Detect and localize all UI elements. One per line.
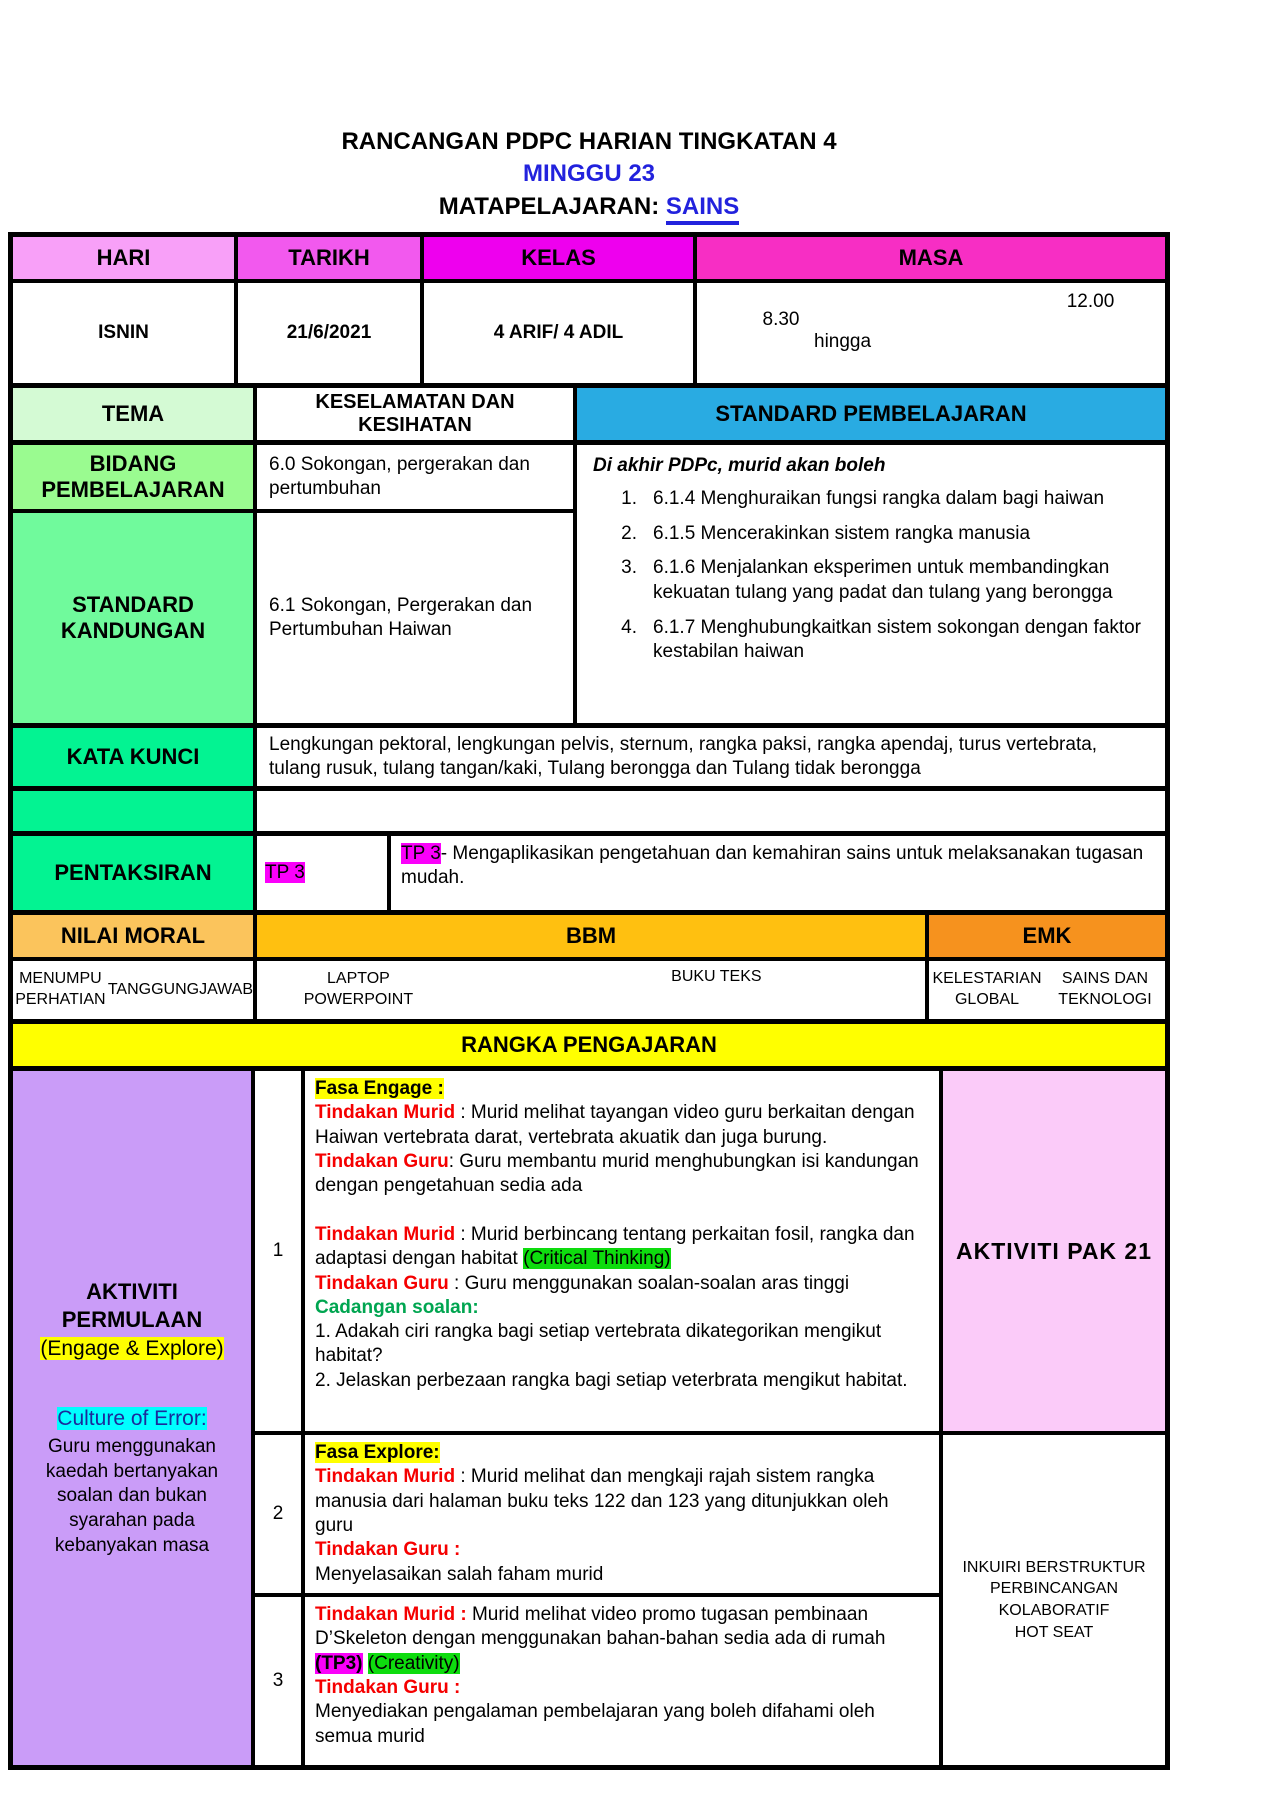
- document-title-block: [8, 126, 1170, 223]
- tema-section: [13, 388, 1165, 440]
- bbm-right-value: BUKU TEKS: [671, 968, 762, 985]
- aktiviti-title-line1: AKTIVITI: [86, 1278, 178, 1304]
- row3-number-cell: 3: [255, 1597, 301, 1765]
- bidang-label-cell: BIDANG PEMBELAJARAN: [13, 445, 253, 509]
- time-separator: hingga: [814, 331, 872, 352]
- document-title: RANCANGAN PDPC HARIAN TINGKATAN 4: [341, 128, 837, 155]
- culture-of-error-label: Culture of Error:: [57, 1406, 207, 1430]
- aktiviti-permulaan-cell: [13, 1071, 251, 1765]
- row2-content-cell: Fasa Explore: Tindakan Murid : Murid melihat dan mengkaji rajah sistem rangka manusia dari halaman buku teks 122 dan 123 yang ditunjukkan oleh guru Tindakan Guru : Menyelasaikan salah faham murid: [305, 1435, 939, 1593]
- activities-section: [13, 1071, 1165, 1765]
- tarikh-header-cell: TARIKH: [238, 237, 420, 279]
- time-end: 12.00: [1066, 291, 1115, 312]
- spacer-left-cell: [13, 791, 253, 831]
- row3-content-cell: Tindakan Murid : Murid melihat video promo tugasan pembinaan D’Skeleton dengan menggunakan bahan-bahan sedia ada di rumah (TP3) (Creativity) Tindakan Guru : Menyediakan pengalaman pembelajaran yang boleh difahami oleh semua murid: [305, 1597, 939, 1765]
- week-subtitle: MINGGU 23: [522, 160, 656, 188]
- info-section: [13, 237, 1165, 383]
- kelas-header-cell: KELAS: [424, 237, 693, 279]
- hari-header-cell: HARI: [13, 237, 234, 279]
- aktiviti-title-line2: PERMULAAN: [61, 1307, 203, 1333]
- emk-value-cell: KELESTARIAN GLOBAL SAINS DAN TEKNOLOGI: [929, 961, 1165, 1019]
- bbm-value-cell: [257, 961, 925, 1019]
- resources-section: [13, 915, 1165, 1019]
- learning-standards-list: 1. 6.1.4 Menghuraikan fungsi rangka dalam bagi haiwan 2. 6.1.5 Mencerakinkan sistem rangka manusia 3. 6.1.6 Menjalankan eksperimen untuk membandingkan kekuatan tulang yang padat dan tulang yang berongga 4. 6.1.7 Menghubungkaitkan sistem sokongan dengan faktor kestabilan haiwan: [621, 488, 1141, 663]
- subject-label: MATAPELAJARAN:: [438, 192, 666, 220]
- kata-kunci-label-cell: KATA KUNCI: [13, 728, 253, 786]
- rangka-section: [13, 1024, 1165, 1066]
- nilai-moral-value-cell: MENUMPU PERHATIAN TANGGUNGJAWAB: [13, 961, 253, 1019]
- subject-line: [8, 191, 1170, 223]
- aktiviti-note: Guru menggunakan kaedah bertanyakan soalan dan bukan syarahan pada kebanyakan masa: [45, 1435, 219, 1556]
- nilai-moral-header-cell: NILAI MORAL: [13, 915, 253, 957]
- tp-badge-cell: TP 3: [257, 836, 387, 910]
- masa-header-cell: MASA: [697, 237, 1165, 279]
- time-start: 8.30: [762, 309, 800, 330]
- kandungan-label-cell: STANDARD KANDUNGAN: [13, 513, 253, 723]
- bbm-header-cell: BBM: [257, 915, 925, 957]
- rangka-banner-cell: RANGKA PENGAJARAN: [13, 1024, 1165, 1066]
- time-value-cell: [697, 283, 1165, 383]
- learning-standards-cell: [577, 445, 1165, 723]
- bbm-left-value: LAPTOP POWERPOINT: [303, 970, 414, 1008]
- tp-description-cell: TP 3- Mengaplikasikan pengetahuan dan kemahiran sains untuk melaksanakan tugasan mudah.: [391, 836, 1165, 910]
- aktiviti-subtitle: (Engage & Explore): [40, 1336, 224, 1360]
- spacer-section: [13, 791, 1165, 831]
- lesson-plan-table: [8, 232, 1170, 1770]
- row1-number-cell: 1: [255, 1071, 301, 1431]
- inquiry-methods-cell: INKUIRI BERSTRUKTUR PERBINCANGAN KOLABORATIF HOT SEAT: [943, 1435, 1165, 1765]
- class-value-cell: 4 ARIF/ 4 ADIL: [424, 283, 693, 383]
- tema-value-cell: KESELAMATAN DAN KESIHATAN: [257, 388, 573, 440]
- date-value-cell: 21/6/2021: [238, 283, 420, 383]
- std-pembelajaran-header-cell: STANDARD PEMBELAJARAN: [577, 388, 1165, 440]
- kata-kunci-value-cell: Lengkungan pektoral, lengkungan pelvis, sternum, rangka paksi, rangka apendaj, turus vertebrata, tulang rusuk, tulang tangan/kaki, Tulang berongga dan Tulang tidak berongga: [257, 728, 1165, 786]
- pak21-cell: AKTIVITI PAK 21: [943, 1071, 1165, 1431]
- emk-header-cell: EMK: [929, 915, 1165, 957]
- kata-kunci-section: [13, 728, 1165, 786]
- row2-number-cell: 2: [255, 1435, 301, 1593]
- bidang-value-cell: 6.0 Sokongan, pergerakan dan pertumbuhan: [257, 445, 573, 509]
- bidang-kandungan-section: [13, 445, 1165, 723]
- spacer-right-cell: [257, 791, 1165, 831]
- learning-standards-intro: Di akhir PDPc, murid akan boleh: [593, 455, 886, 476]
- pentaksiran-label-cell: PENTAKSIRAN: [13, 836, 253, 910]
- subject-value-link[interactable]: SAINS: [666, 193, 739, 225]
- pentaksiran-section: [13, 836, 1165, 910]
- tema-label-cell: TEMA: [13, 388, 253, 440]
- kandungan-value-cell: 6.1 Sokongan, Pergerakan dan Pertumbuhan Haiwan: [257, 513, 573, 723]
- day-value-cell: ISNIN: [13, 283, 234, 383]
- row1-content-cell: Fasa Engage : Tindakan Murid : Murid melihat tayangan video guru berkaitan dengan Haiwan vertebrata darat, vertebrata akuatik dan juga burung. Tindakan Guru: Guru membantu murid menghubungkan isi kandungan dengan pengetahuan sedia ada Tindakan Murid : Murid berbincang tentang perkaitan fosil, rangka dan adaptasi dengan habitat (Critical Thinking) Tindakan Guru : Guru menggunakan soalan-soalan aras tinggi Cadangan soalan: 1. Adakah ciri rangka bagi setiap vertebrata dikategorikan mengikut habitat? 2. Jelaskan perbezaan rangka bagi setiap veterbrata mengikut habitat.: [305, 1071, 939, 1431]
